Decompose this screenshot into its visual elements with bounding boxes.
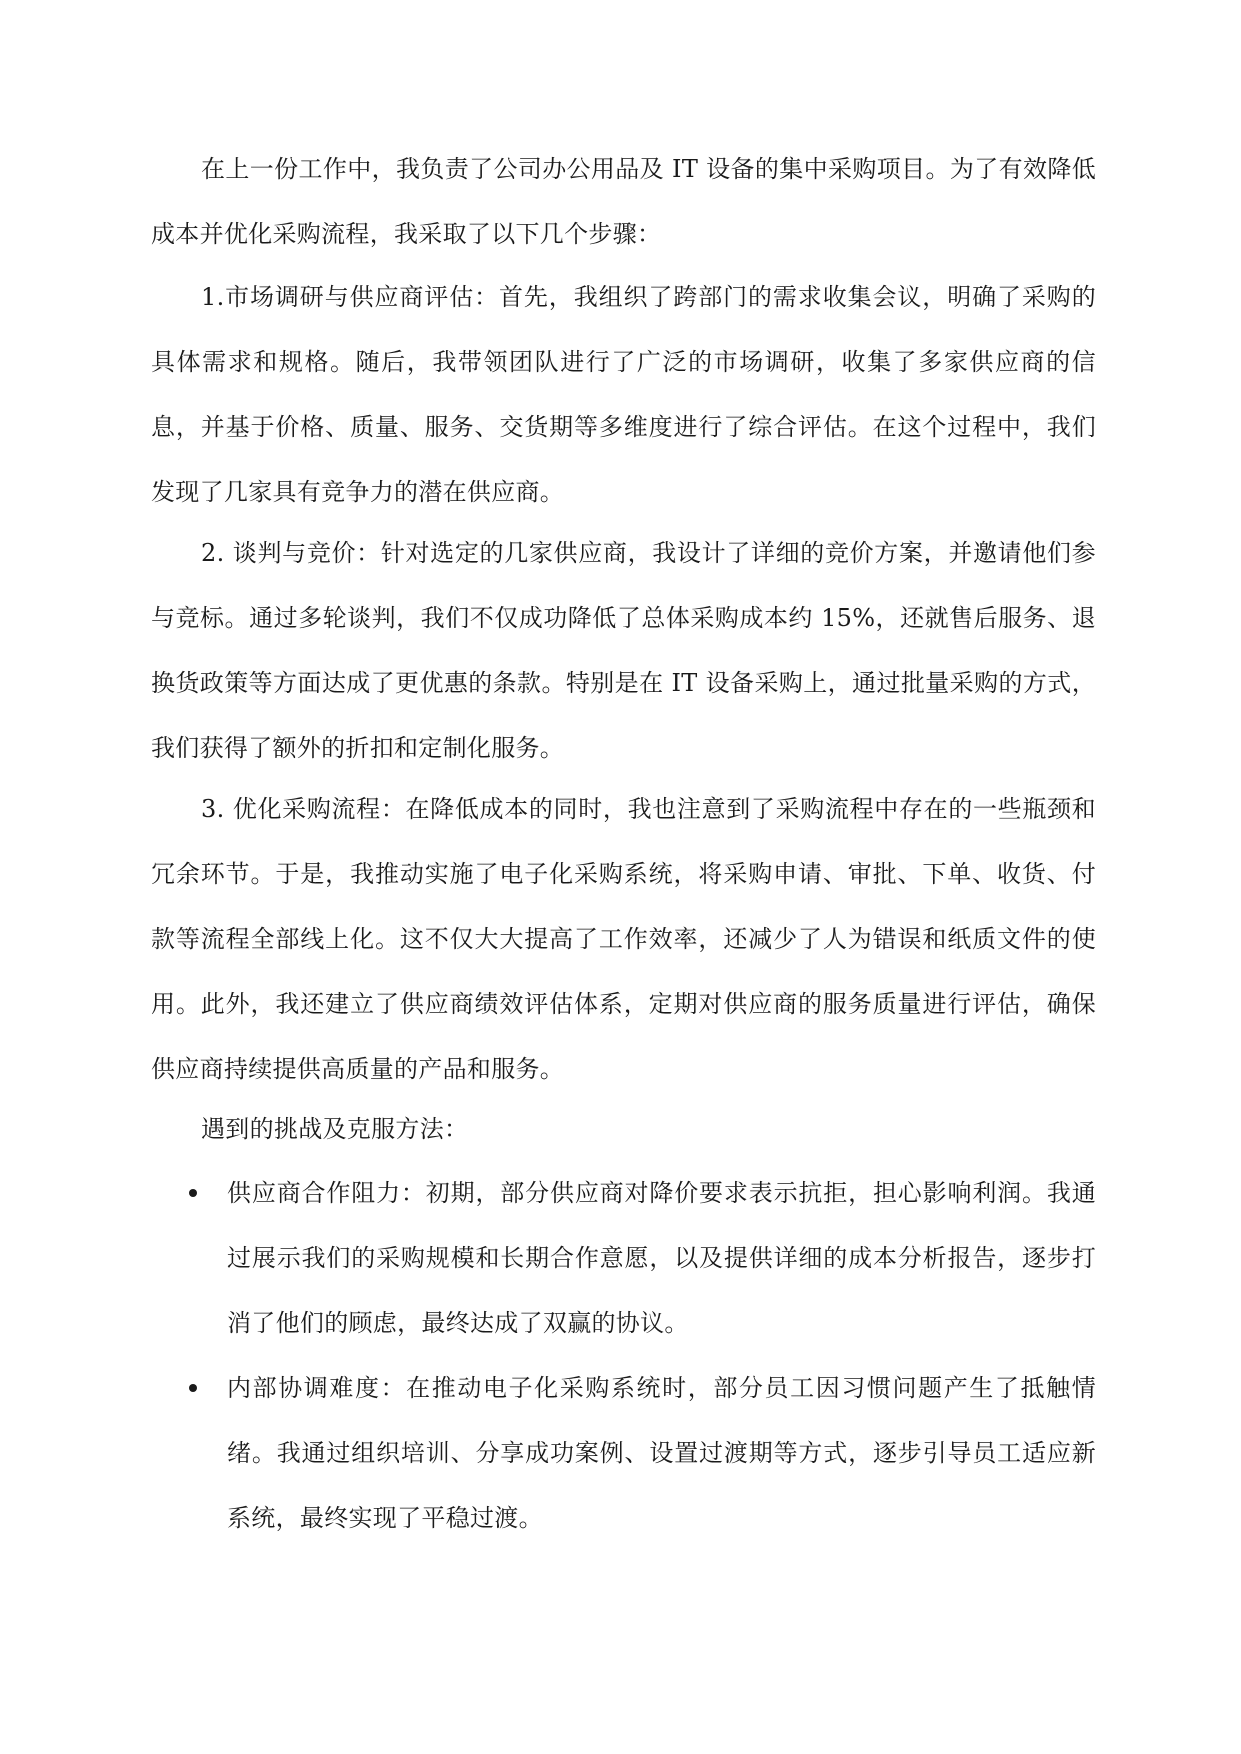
bullet-icon [189,1189,197,1197]
challenges-heading: 遇到的挑战及克服方法： [201,1115,469,1143]
bullet-icon [189,1384,197,1392]
step3-paragraph: 3. 优化采购流程：在降低成本的同时，我也注意到了采购流程中存在的一些瓶颈和冗余环节。于是，我推动实施了电子化采购系统，将采购申请、审批、下单、收货、付款等流程全部线上化。这不仅大大提高了工作效率，还减少了人为错误和纸质文件的使用。此外，我还建立了供应商绩效评估体系，定期对供应商的服务质量进行评估，确保供应商持续提供高质量的产品和服务。 [151,795,1096,1083]
step2-paragraph: 2. 谈判与竞价：针对选定的几家供应商，我设计了详细的竞价方案，并邀请他们参与竞标。通过多轮谈判，我们不仅成功降低了总体采购成本约 15%，还就售后服务、退换货政策等方面达成了更优惠的条款。特别是在 IT 设备采购上，通过批量采购的方式，我们获得了额外的折扣和定制化服务。 [151,539,1096,762]
bullet-text: 内部协调难度：在推动电子化采购系统时，部分员工因习惯问题产生了抵触情绪。我通过组织培训、分享成功案例、设置过渡期等方式，逐步引导员工适应新系统，最终实现了平稳过渡。 [227,1374,1096,1532]
step1-paragraph: 1.市场调研与供应商评估：首先，我组织了跨部门的需求收集会议，明确了采购的具体需求和规格。随后，我带领团队进行了广泛的市场调研，收集了多家供应商的信息，并基于价格、质量、服务、交货期等多维度进行了综合评估。在这个过程中，我们发现了几家具有竞争力的潜在供应商。 [151,283,1096,506]
list-item [151,1356,1096,1551]
intro-paragraph: 在上一份工作中，我负责了公司办公用品及 IT 设备的集中采购项目。为了有效降低成本并优化采购流程，我采取了以下几个步骤： [151,155,1096,248]
list-item [151,1161,1096,1356]
challenges-list [151,1161,1096,1551]
bullet-text: 供应商合作阻力：初期，部分供应商对降价要求表示抗拒，担心影响利润。我通过展示我们的采购规模和长期合作意愿，以及提供详细的成本分析报告，逐步打消了他们的顾虑，最终达成了双赢的协议。 [227,1179,1096,1337]
